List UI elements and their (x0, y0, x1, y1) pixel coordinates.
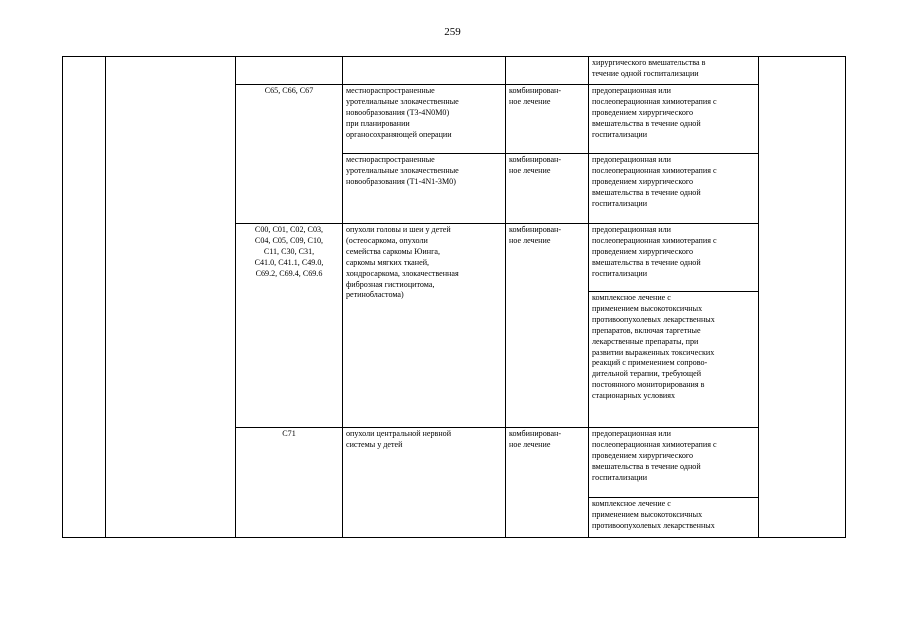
medical-care-table (62, 56, 846, 538)
table-cell-treatment-type (506, 57, 589, 85)
table-cell-condition: местнораспространенные уротелиальные злокачественные новообразования (T3-4N0M0) при планировании органосохраняющей операции (343, 85, 506, 154)
table-cell-codes: C65, C66, C67 (236, 85, 343, 224)
table-cell-method: хирургического вмешательства в течение одной госпитализации (589, 57, 759, 85)
table-cell-number (63, 57, 106, 538)
table-cell-condition (343, 57, 506, 85)
table-cell-treatment-type: комбинирован- ное лечение (506, 224, 589, 428)
table-cell-condition: опухоли центральной нервной системы у детей (343, 428, 506, 538)
page-number: 259 (444, 26, 461, 38)
table-cell-method: предоперационная или послеоперационная химиотерапия с проведением хирургического вмешательства в течение одной госпитализации (589, 224, 759, 292)
table-cell-codes: C00, C01, C02, C03, C04, C05, C09, C10, C11, C30, C31, C41.0, C41.1, C49.0, C69.2, C69.4, C69.6 (236, 224, 343, 428)
table-cell-codes: C71 (236, 428, 343, 538)
table-cell-condition: опухоли головы и шеи у детей (остеосаркома, опухоли семейства саркомы Юинга, саркомы мягких тканей, хондросаркома, злокачественная фиброзная гистиоцитома, ретинобластома) (343, 224, 506, 428)
table-cell-cost (759, 57, 846, 538)
table-cell-method: комплексное лечение с применением высокотоксичных противоопухолевых лекарственных (589, 498, 759, 538)
table-cell-method: предоперационная или послеоперационная химиотерапия с проведением хирургического вмешательства в течение одной госпитализации (589, 154, 759, 224)
table-cell-treatment-type: комбинирован- ное лечение (506, 85, 589, 154)
table-cell-treatment-type: комбинирован- ное лечение (506, 154, 589, 224)
table-cell-method: предоперационная или послеоперационная химиотерапия с проведением хирургического вмешательства в течение одной госпитализации (589, 428, 759, 498)
table-cell-method: комплексное лечение с применением высокотоксичных противоопухолевых лекарственных препаратов, включая таргетные лекарственные препараты, при развитии выраженных токсических реакций с применением сопрово- дительной терапии, требующей постоянного мониторирования в стационарных условиях (589, 292, 759, 428)
table-row (63, 57, 846, 85)
table-cell-profile (106, 57, 236, 538)
table-cell-method: предоперационная или послеоперационная химиотерапия с проведением хирургического вмешательства в течение одной госпитализации (589, 85, 759, 154)
table-cell-treatment-type: комбинирован- ное лечение (506, 428, 589, 538)
table-cell-condition: местнораспространенные уротелиальные злокачественные новообразования (T1-4N1-3M0) (343, 154, 506, 224)
table-cell-codes (236, 57, 343, 85)
